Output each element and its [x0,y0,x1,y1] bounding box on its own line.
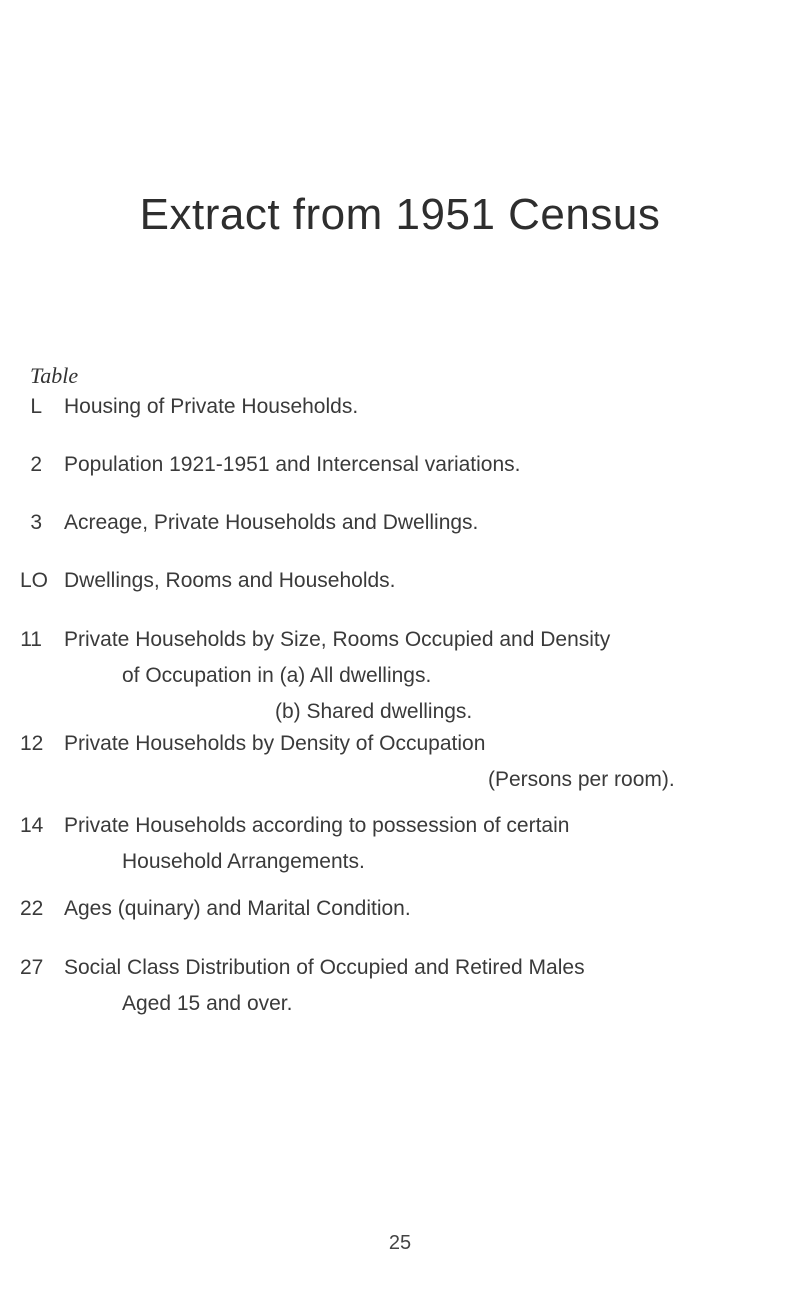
entry-line: Aged 15 and over. [122,992,293,1015]
entry-number: 11 [20,628,42,651]
entry-line: Household Arrangements. [122,850,365,873]
entry-text [64,891,784,927]
entry-text [64,389,784,425]
entry-line: of Occupation in (a) All dwellings. [122,664,432,687]
entry-line: Private Households by Size, Rooms Occupied and Density [64,628,611,651]
entry-number: 12 [20,732,44,755]
entry-text [64,505,784,541]
entry-text [64,563,784,599]
entry-number: LO [20,569,49,592]
entry-line: Population 1921-1951 and Intercensal variations. [64,453,521,476]
entry-number: 22 [20,897,44,920]
entry-line: Ages (quinary) and Marital Condition. [64,897,411,920]
entry-line: (b) Shared dwellings. [275,700,473,723]
page-title: Extract from 1951 Census [139,190,661,239]
entry-number: 14 [20,814,44,837]
entry-number: L [30,395,42,418]
entry-number: 2 [30,453,42,476]
entry-text [64,447,784,483]
entry-line: Private Households by Density of Occupation [64,732,486,755]
entry-line: Housing of Private Households. [64,395,359,418]
entry-number: 27 [20,956,44,979]
page-number: 25 [388,1232,412,1254]
entry-text [64,726,784,798]
entry-text [64,808,784,880]
entry-line: (Persons per room). [488,768,675,791]
entry-text [64,950,784,1022]
entry-text [64,622,784,730]
entry-line: Dwellings, Rooms and Households. [64,569,396,592]
entry-line: Private Households according to possession of certain [64,814,570,837]
entry-line: Acreage, Private Households and Dwellings. [64,511,479,534]
entry-line: Social Class Distribution of Occupied and Retired Males [64,956,585,979]
entry-number: 3 [30,511,42,534]
table-label: Table [30,363,79,388]
